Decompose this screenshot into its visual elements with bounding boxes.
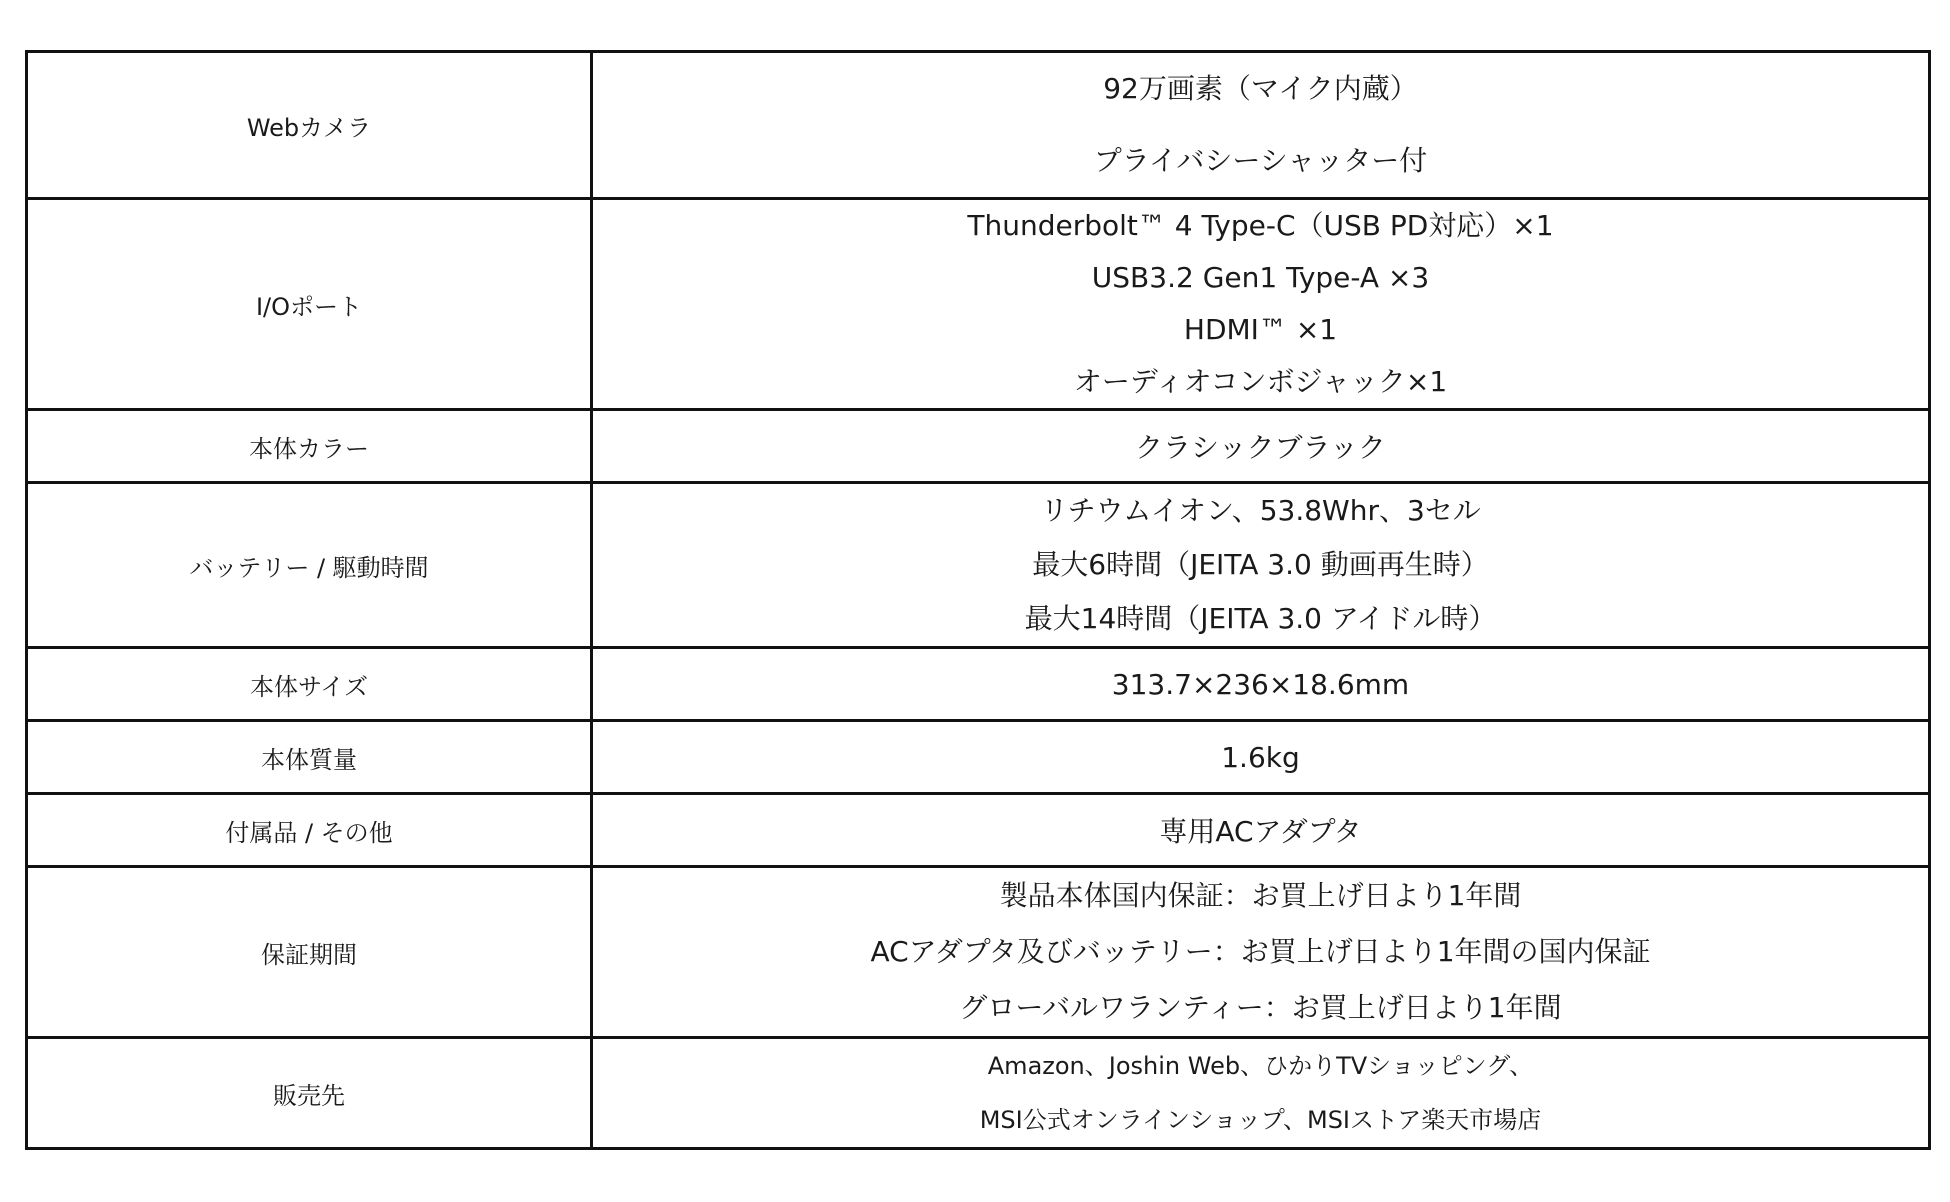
value-line: MSI公式オンラインショップ、MSIストア楽天市場店 — [979, 1106, 1542, 1134]
table-row-battery — [27, 483, 1930, 648]
row-value — [592, 1038, 1930, 1149]
value-line: 313.7×236×18.6mm — [1111, 667, 1410, 701]
value-line: 最大6時間（JEITA 3.0 動画再生時） — [1032, 548, 1489, 581]
value-line: 最大14時間（JEITA 3.0 アイドル時） — [1024, 602, 1497, 635]
row-label: 本体サイズ — [27, 648, 592, 721]
value-line: 92万画素（マイク内蔵） — [1103, 72, 1418, 105]
row-value — [592, 867, 1930, 1038]
value-line: Thunderbolt™ 4 Type-C（USB PD対応）×1 — [967, 209, 1554, 242]
table-row-warranty — [27, 867, 1930, 1038]
row-value — [592, 721, 1930, 794]
table-row-retailers — [27, 1038, 1930, 1149]
value-line: 製品本体国内保証：お買上げ日より1年間 — [999, 879, 1522, 912]
row-label: 本体カラー — [27, 410, 592, 483]
row-label: 保証期間 — [27, 867, 592, 1038]
value-line: USB3.2 Gen1 Type-A ×3 — [1091, 261, 1430, 294]
table-row-io-ports — [27, 199, 1930, 410]
row-label: 付属品 / その他 — [27, 794, 592, 867]
value-line: クラシックブラック — [1135, 431, 1386, 464]
table-row-webcam — [27, 52, 1930, 199]
row-value — [592, 483, 1930, 648]
row-label: バッテリー / 駆動時間 — [27, 483, 592, 648]
row-label: I/Oポート — [27, 199, 592, 410]
row-label: Webカメラ — [27, 52, 592, 199]
row-value — [592, 794, 1930, 867]
table-row-size — [27, 648, 1930, 721]
row-label: 本体質量 — [27, 721, 592, 794]
row-value — [592, 410, 1930, 483]
value-line: 専用ACアダプタ — [1159, 815, 1362, 848]
spec-table — [25, 50, 1931, 1150]
value-line: グローバルワランティー：お買上げ日より1年間 — [959, 991, 1562, 1024]
table-row-accessories — [27, 794, 1930, 867]
row-value — [592, 52, 1930, 199]
value-line: リチウムイオン、53.8Whr、3セル — [1040, 494, 1481, 527]
value-line: オーディオコンボジャック×1 — [1073, 365, 1448, 398]
value-line: 1.6kg — [1221, 740, 1300, 774]
row-label: 販売先 — [27, 1038, 592, 1149]
row-value — [592, 648, 1930, 721]
table-row-color — [27, 410, 1930, 483]
value-line: HDMI™ ×1 — [1183, 313, 1338, 346]
row-value — [592, 199, 1930, 410]
value-line: プライバシーシャッター付 — [1093, 144, 1428, 177]
table-row-weight — [27, 721, 1930, 794]
value-line: ACアダプタ及びバッテリー：お買上げ日より1年間の国内保証 — [870, 935, 1651, 968]
value-line: Amazon、Joshin Web、ひかりTVショッピング、 — [987, 1052, 1534, 1080]
